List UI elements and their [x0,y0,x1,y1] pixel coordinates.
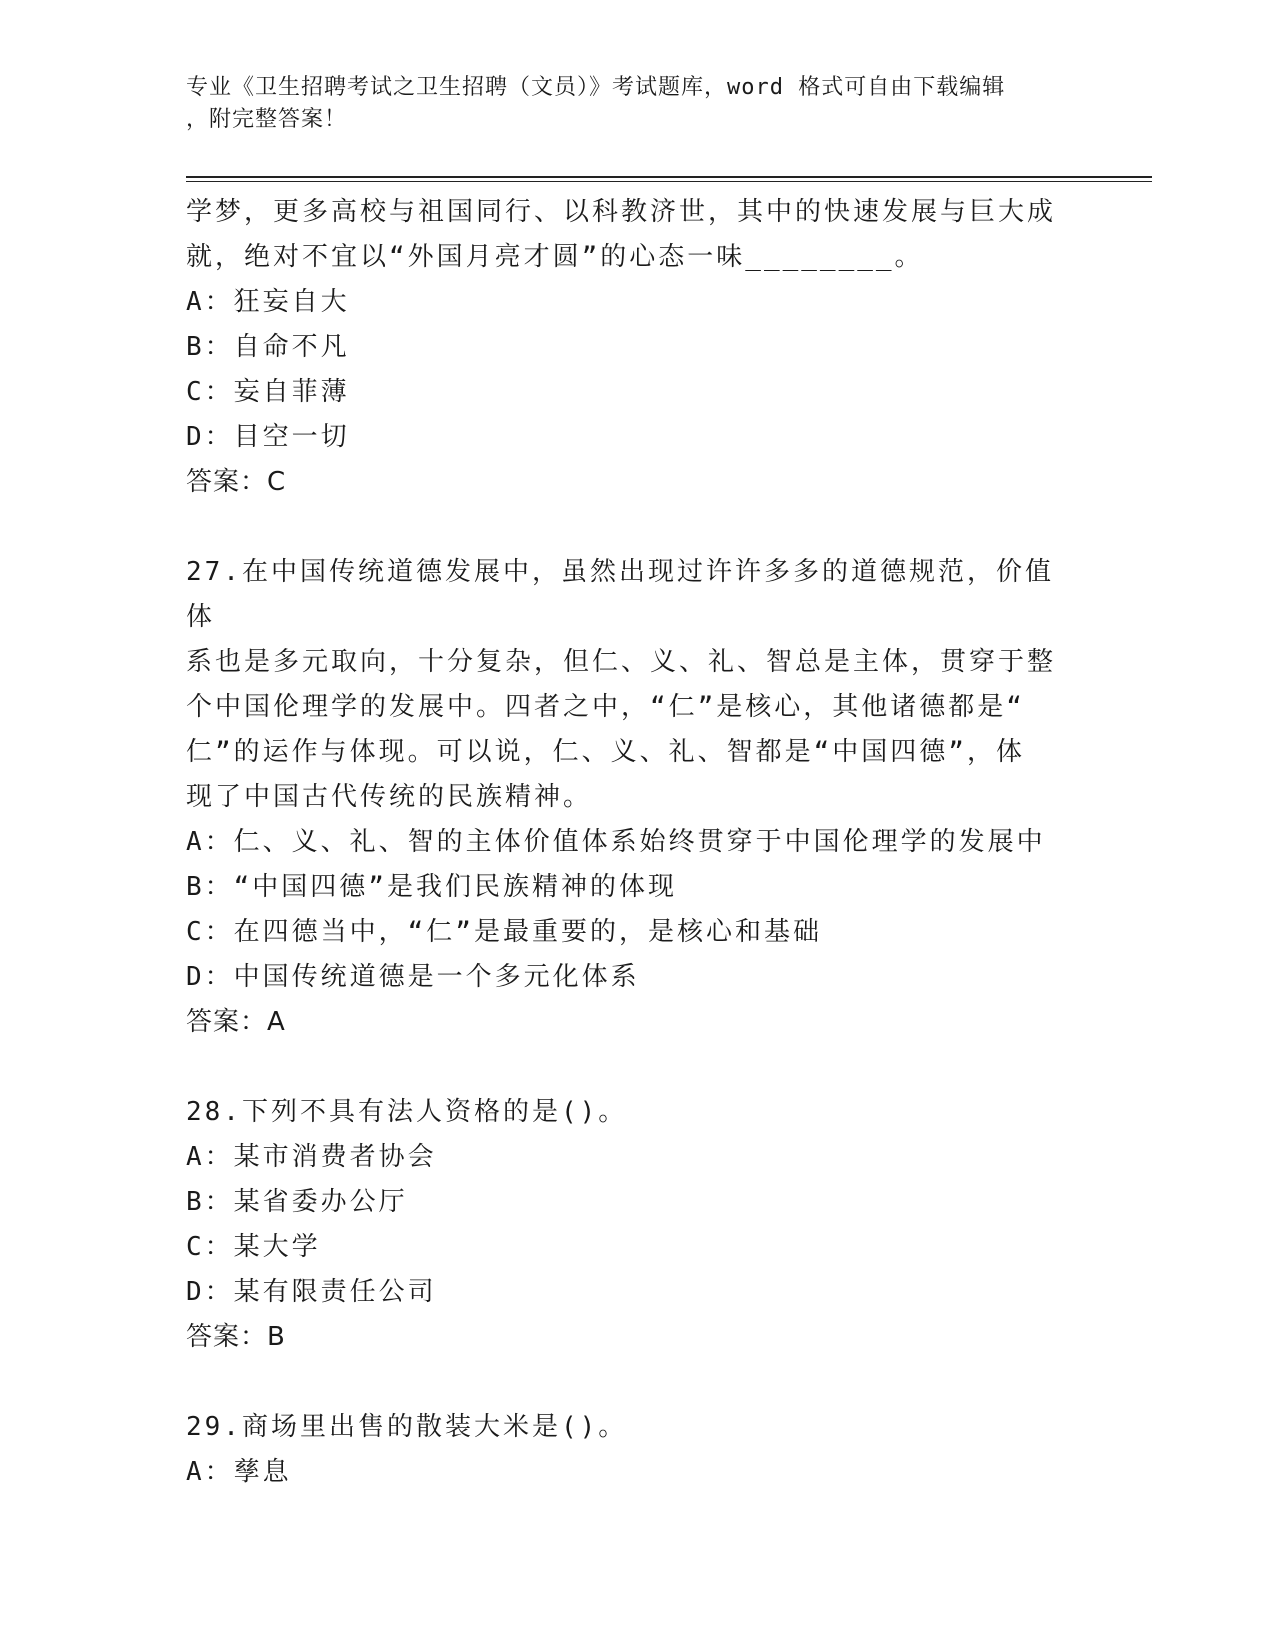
question-27-text-line-1: 27.在中国传统道德发展中，虽然出现过许许多多的道德规范，价值体 [186,557,1054,632]
question-26 [186,190,1066,505]
question-26-option-c: C：妄自菲薄 [186,377,350,407]
question-content [186,190,1066,1495]
question-27-option-c: C：在四德当中，“仁”是最重要的，是核心和基础 [186,917,822,947]
spacer [186,1045,1066,1090]
question-27 [186,550,1066,1045]
question-28-option-a: A：某市消费者协会 [186,1142,437,1172]
header-rule-thick [186,176,1152,178]
document-header [186,72,1066,136]
question-29-text: 29.商场里出售的散装大米是()。 [186,1412,628,1442]
question-28-text: 28.下列不具有法人资格的是()。 [186,1097,628,1127]
spacer [186,505,1066,550]
question-28-answer: 答案：B [186,1322,286,1352]
question-28-option-c: C：某大学 [186,1232,321,1262]
question-26-text-line-1: 学梦，更多高校与祖国同行、以科教济世，其中的快速发展与巨大成 [186,197,1057,227]
spacer [186,1360,1066,1405]
question-26-option-a: A：狂妄自大 [186,287,350,317]
question-27-answer: 答案：A [186,1007,286,1037]
question-27-option-a: A：仁、义、礼、智的主体价值体系始终贯穿于中国伦理学的发展中 [186,827,1046,857]
question-29-option-a: A：孳息 [186,1457,292,1487]
question-26-text-line-2: 就，绝对不宜以“外国月亮才圆”的心态一味________。 [186,242,924,272]
question-28 [186,1090,1066,1360]
question-26-option-d: D：目空一切 [186,422,350,452]
question-29 [186,1405,1066,1495]
header-line-1: 专业《卫生招聘考试之卫生招聘（文员）》考试题库，word 格式可自由下载编辑 [186,75,1006,100]
question-27-text-line-2: 系也是多元取向，十分复杂，但仁、义、礼、智总是主体，贯穿于整 [186,647,1057,677]
question-28-option-d: D：某有限责任公司 [186,1277,437,1307]
question-27-text-line-3: 个中国伦理学的发展中。四者之中，“仁”是核心，其他诸德都是“ [186,692,1025,722]
header-line-2: ，附完整答案！ [186,107,348,132]
question-27-option-b: B：“中国四德”是我们民族精神的体现 [186,872,677,902]
question-27-text-line-5: 现了中国古代传统的民族精神。 [186,782,593,812]
header-rule-thin [186,181,1152,182]
question-26-answer: 答案：C [186,467,287,497]
question-27-option-d: D：中国传统道德是一个多元化体系 [186,962,640,992]
question-27-text-line-4: 仁”的运作与体现。可以说，仁、义、礼、智都是“中国四德”，体 [186,737,1025,767]
question-28-option-b: B：某省委办公厅 [186,1187,408,1217]
question-26-option-b: B：自命不凡 [186,332,350,362]
